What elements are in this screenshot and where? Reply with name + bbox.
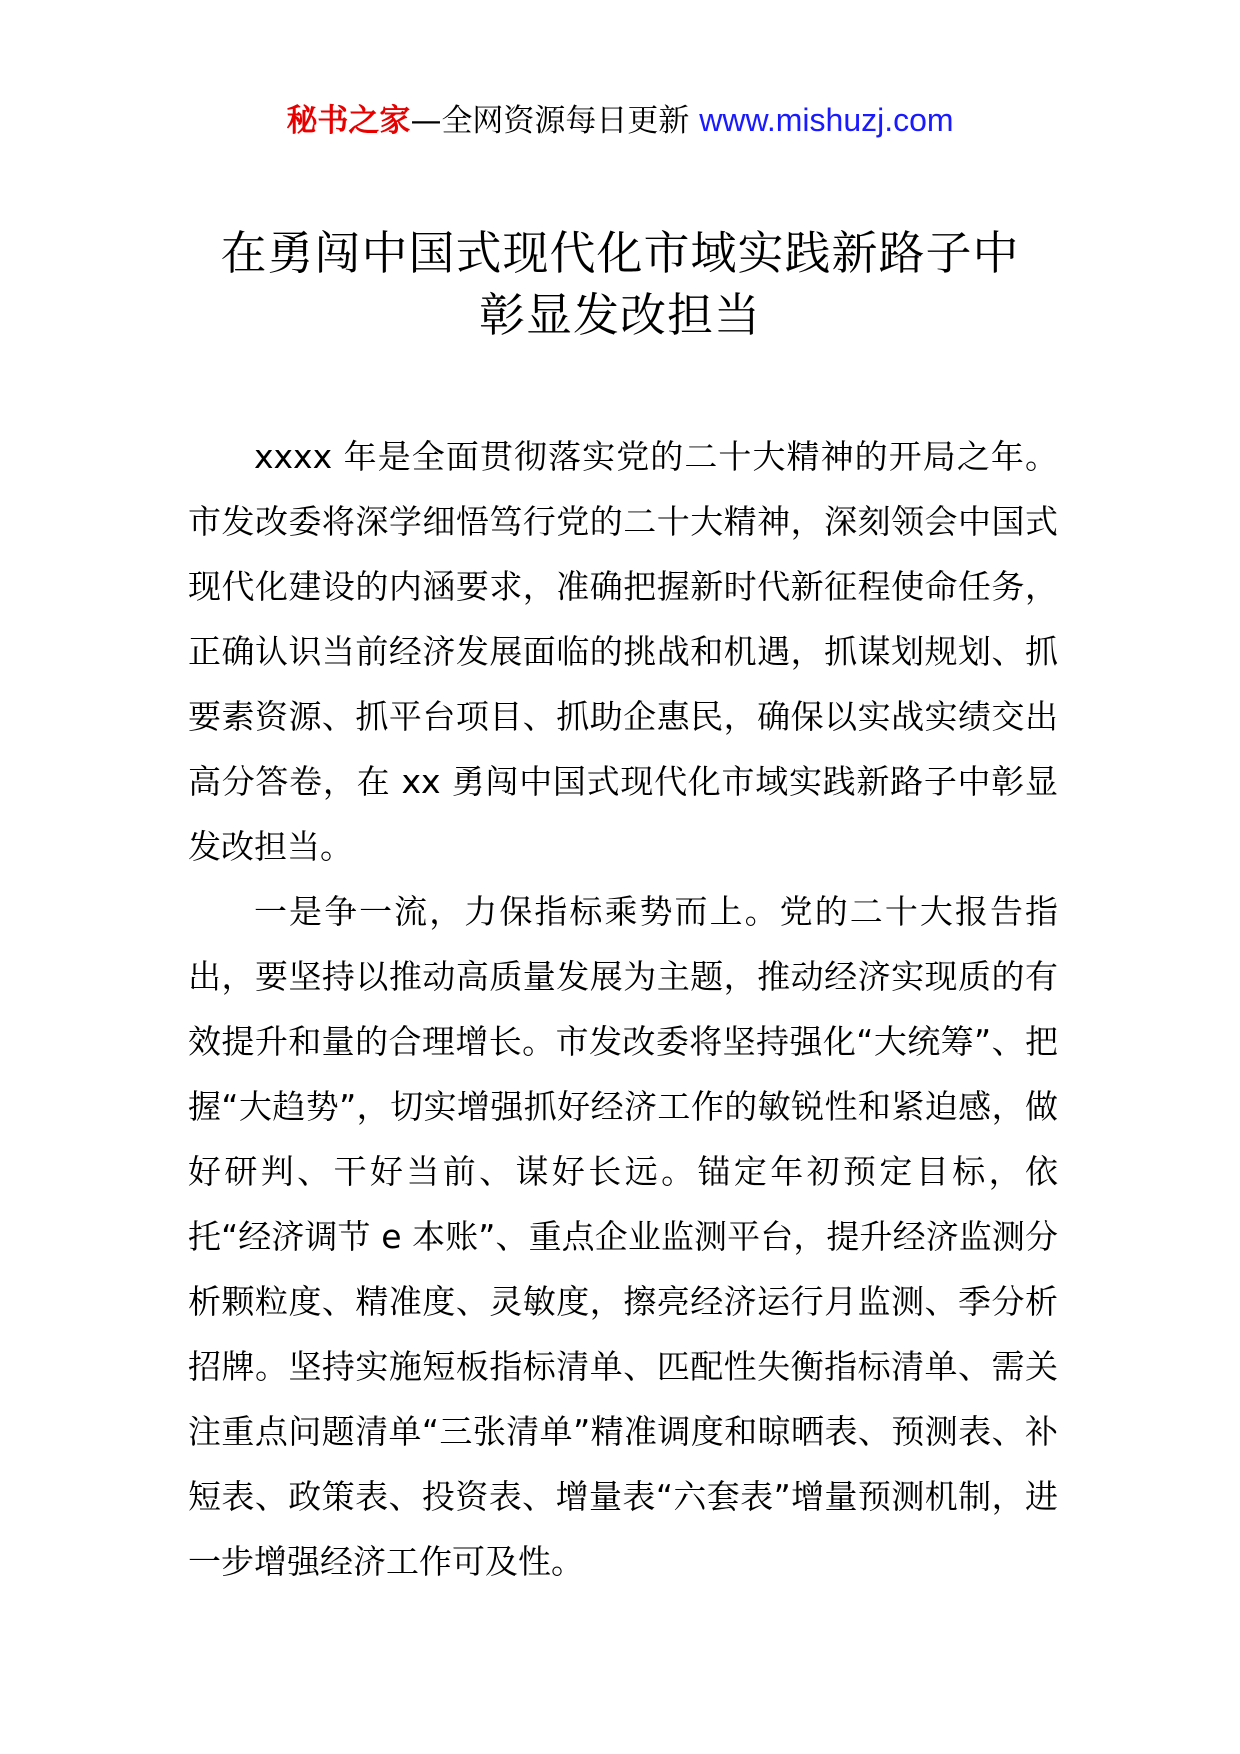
paragraph-intro: xxxx 年是全面贯彻落实党的二十大精神的开局之年。市发改委将深学细悟笃行党的二十大精神，深刻领会中国式现代化建设的内涵要求，准确把握新时代新征程使命任务，正确认识当前经济发展面临的挑战和机遇，抓谋划规划、抓要素资源、抓平台项目、抓助企惠民，确保以实战实绩交出高分答卷，在 xx 勇闯中国式现代化市域实践新路子中彰显发改担当。 <box>188 437 1058 866</box>
site-header <box>0 100 1240 141</box>
title-line-1: 在勇闯中国式现代化市域实践新路子中 <box>220 226 1020 280</box>
document-title <box>100 222 1140 346</box>
header-tagline: —全网资源每日更新 <box>410 103 700 139</box>
brand-name: 秘书之家 <box>286 103 411 139</box>
document-body <box>188 424 1058 1594</box>
title-line-2: 彰显发改担当 <box>479 288 761 342</box>
site-url-link[interactable]: www.mishuzj.com <box>699 102 954 138</box>
paragraph-point-one: 一是争一流，力保指标乘势而上。党的二十大报告指出，要坚持以推动高质量发展为主题，推动经济实现质的有效提升和量的合理增长。市发改委将坚持强化“大统筹”、把握“大趋势”，切实增强抓好经济工作的敏锐性和紧迫感，做好研判、干好当前、谋好长远。锚定年初预定目标，依托“经济调节 e 本账”、重点企业监测平台，提升经济监测分析颗粒度、精准度、灵敏度，擦亮经济运行月监测、季分析招牌。坚持实施短板指标清单、匹配性失衡指标清单、需关注重点问题清单“三张清单”精准调度和晾晒表、预测表、补短表、政策表、投资表、增量表“六套表”增量预测机制，进一步增强经济工作可及性。 <box>188 892 1058 1581</box>
